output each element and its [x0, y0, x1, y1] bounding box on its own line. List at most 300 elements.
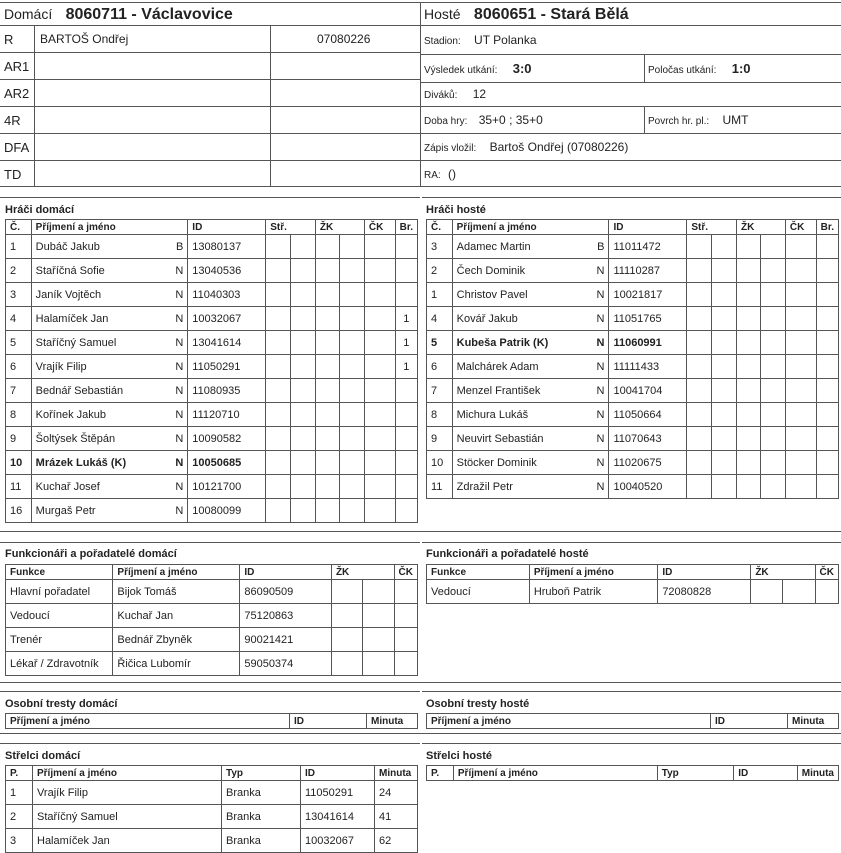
player-number: 4 [6, 307, 32, 331]
info-row-2 [420, 82, 841, 83]
zk-split [737, 451, 761, 474]
home-scorers-table [5, 765, 418, 853]
player-zk [315, 499, 364, 523]
scorer-minute: 24 [375, 781, 418, 805]
col-br: Br. [816, 220, 838, 235]
player-zk [315, 307, 364, 331]
scorer-type: Branka [222, 829, 301, 853]
func-bottom-rule [0, 682, 841, 683]
player-zk [736, 235, 785, 259]
str-split [266, 379, 290, 402]
home-label: Domácí [4, 6, 53, 22]
player-ck [364, 451, 395, 475]
player-name-cell [31, 331, 188, 355]
player-ck [364, 307, 395, 331]
player-br [816, 259, 838, 283]
player-br: 1 [395, 355, 417, 379]
player-name-cell [452, 259, 609, 283]
zk-split [316, 379, 340, 402]
col-zk: ŽK [736, 220, 785, 235]
str-split [687, 283, 711, 306]
player-br [816, 331, 838, 355]
player-name-cell [452, 307, 609, 331]
zk-split [316, 355, 340, 378]
zk-split [737, 355, 761, 378]
stadium-field [424, 33, 537, 47]
player-id: 11060991 [609, 331, 687, 355]
player-ck [364, 235, 395, 259]
player-type: N [596, 264, 605, 277]
spectators-label: Diváků: [424, 90, 458, 101]
official-id: 07080226 [317, 32, 371, 46]
player-id: 10080099 [188, 499, 266, 523]
player-str [687, 451, 737, 475]
col-id: ID [188, 220, 266, 235]
player-id: 11080935 [188, 379, 266, 403]
header-divider [420, 2, 421, 186]
away-pen-title: Osobní tresty hosté [426, 698, 530, 710]
player-id: 10040520 [609, 475, 687, 499]
player-number: 5 [6, 331, 32, 355]
player-number: 3 [6, 283, 32, 307]
func-name: Bijok Tomáš [113, 580, 240, 604]
col-num: Č. [6, 220, 32, 235]
player-name-cell [452, 235, 609, 259]
col-id: ID [711, 714, 788, 729]
col-id: ID [240, 565, 332, 580]
func-id: 59050374 [240, 652, 332, 676]
player-row [6, 499, 418, 523]
player-br [395, 259, 417, 283]
away-func-table [426, 564, 839, 604]
str-split [266, 427, 290, 450]
player-name: Kuchař Josef [35, 480, 100, 493]
player-name: Stöcker Dominik [456, 456, 537, 469]
away-header [424, 6, 629, 24]
official-role: DFA [4, 140, 30, 155]
player-str [687, 379, 737, 403]
player-row [427, 355, 839, 379]
player-id: 10121700 [188, 475, 266, 499]
player-row [427, 427, 839, 451]
header-bottom-rule [0, 186, 841, 187]
scorer-type: Branka [222, 805, 301, 829]
scorer-name: Staříčný Samuel [33, 805, 222, 829]
away-func-title: Funkcionáři a pořadatelé hosté [426, 548, 589, 560]
player-zk [736, 379, 785, 403]
player-name-cell [452, 355, 609, 379]
player-name-cell [452, 283, 609, 307]
col-id: ID [301, 766, 375, 781]
player-ck [785, 379, 816, 403]
player-br [816, 379, 838, 403]
player-name-cell [452, 379, 609, 403]
scorer-id: 10032067 [301, 829, 375, 853]
player-br [395, 451, 417, 475]
home-func-table [5, 564, 418, 676]
player-br [816, 235, 838, 259]
player-name-cell [31, 379, 188, 403]
col-name: Příjmení a jméno [427, 714, 711, 729]
str-split [266, 307, 290, 330]
halftime-label: Poločas utkání: [648, 65, 717, 76]
player-row [6, 427, 418, 451]
player-id: 13080137 [188, 235, 266, 259]
scorer-type: Branka [222, 781, 301, 805]
col-name: Příjmení a jméno [33, 766, 222, 781]
zk-split [332, 580, 363, 603]
player-row [6, 355, 418, 379]
player-row [427, 379, 839, 403]
header-title-rule [0, 25, 841, 26]
col-minute: Minuta [797, 766, 838, 781]
player-zk [736, 259, 785, 283]
player-id: 11050291 [188, 355, 266, 379]
player-type: N [175, 504, 184, 517]
info-row-4 [420, 133, 841, 134]
away-pen-table [426, 713, 839, 729]
player-ck [364, 355, 395, 379]
player-row [427, 451, 839, 475]
player-ck [785, 331, 816, 355]
player-ck [785, 235, 816, 259]
zk-split [737, 235, 761, 258]
func-name: Řičica Lubomír [113, 652, 240, 676]
player-str [266, 499, 316, 523]
official-role: TD [4, 167, 22, 182]
player-zk [736, 427, 785, 451]
player-row [427, 475, 839, 499]
player-id: 11050664 [609, 403, 687, 427]
player-ck [364, 331, 395, 355]
player-zk [736, 307, 785, 331]
func-id: 75120863 [240, 604, 332, 628]
player-name-cell [31, 307, 188, 331]
col-name: Příjmení a jméno [31, 220, 188, 235]
player-name: Bednář Sebastián [35, 384, 124, 397]
player-number: 7 [427, 379, 453, 403]
player-zk [315, 235, 364, 259]
player-ck [785, 475, 816, 499]
away-players-title: Hráči hosté [426, 204, 486, 216]
player-name-cell [452, 427, 609, 451]
player-name: Zdražil Petr [456, 480, 513, 493]
func-row [6, 580, 418, 604]
duration-label: Doba hry: [424, 116, 468, 127]
player-id: 11020675 [609, 451, 687, 475]
players-header-row [427, 220, 839, 235]
player-str [266, 331, 316, 355]
player-zk [315, 403, 364, 427]
player-ck [364, 379, 395, 403]
zk-split [316, 499, 340, 522]
info-row-1 [420, 54, 841, 55]
entered-label: Zápis vložil: [424, 143, 477, 154]
away-team-title: 8060651 - Stará Bělá [473, 6, 629, 23]
str-split [687, 259, 711, 282]
player-name: Christov Pavel [456, 288, 528, 301]
player-id: 11051765 [609, 307, 687, 331]
player-type: N [175, 360, 184, 373]
player-number: 6 [427, 355, 453, 379]
zk-split [316, 259, 340, 282]
player-row [427, 283, 839, 307]
player-row [6, 259, 418, 283]
player-id: 10021817 [609, 283, 687, 307]
surface-field [648, 113, 748, 127]
duration-value: 35+0 ; 35+0 [478, 113, 543, 127]
player-zk [736, 283, 785, 307]
player-str [687, 331, 737, 355]
col-minute: Minuta [375, 766, 418, 781]
player-id: 11120710 [188, 403, 266, 427]
zk-split [316, 307, 340, 330]
func-ck [394, 628, 417, 652]
zk-split [737, 331, 761, 354]
player-id: 13041614 [188, 331, 266, 355]
player-id: 11110287 [609, 259, 687, 283]
player-ck [364, 475, 395, 499]
player-br [816, 403, 838, 427]
away-scorers-rule [422, 743, 841, 744]
player-ck [364, 259, 395, 283]
ra-field [424, 167, 456, 181]
player-number: 11 [427, 475, 453, 499]
player-str [266, 451, 316, 475]
player-name-cell [452, 475, 609, 499]
player-type: N [175, 264, 184, 277]
player-row [427, 259, 839, 283]
player-type: N [175, 288, 184, 301]
player-row [6, 403, 418, 427]
player-number: 2 [427, 259, 453, 283]
player-name: Čech Dominik [456, 264, 526, 277]
home-pen-title: Osobní tresty domácí [5, 698, 118, 710]
func-name: Kuchař Jan [113, 604, 240, 628]
player-zk [736, 403, 785, 427]
player-id: 13040536 [188, 259, 266, 283]
scorer-p: 3 [6, 829, 33, 853]
zk-split [737, 427, 761, 450]
col-ck: ČK [364, 220, 395, 235]
player-str [687, 307, 737, 331]
str-split [266, 475, 290, 498]
home-team-title: 8060711 - Václavovice [65, 6, 233, 23]
player-number: 4 [427, 307, 453, 331]
func-zk [331, 628, 394, 652]
scorer-name: Halamíček Jan [33, 829, 222, 853]
func-ck [394, 580, 417, 604]
player-br [816, 451, 838, 475]
off-row-5 [0, 160, 420, 161]
func-ck [394, 652, 417, 676]
player-type: N [175, 432, 184, 445]
player-str [687, 475, 737, 499]
player-zk [315, 331, 364, 355]
player-number: 8 [427, 403, 453, 427]
str-split [266, 331, 290, 354]
home-func-title: Funkcionáři a pořadatelé domácí [5, 548, 177, 560]
stadium-label: Stadion: [424, 36, 461, 47]
player-str [266, 355, 316, 379]
player-name-cell [31, 283, 188, 307]
col-id: ID [290, 714, 367, 729]
off-row-2 [0, 79, 420, 80]
player-number: 3 [427, 235, 453, 259]
ra-value: () [448, 167, 457, 181]
scorer-minute: 41 [375, 805, 418, 829]
zk-split [737, 403, 761, 426]
player-str [266, 475, 316, 499]
func-row [6, 652, 418, 676]
col-name: Příjmení a jméno [6, 714, 290, 729]
entered-by-field [424, 140, 628, 154]
col-type: Typ [222, 766, 301, 781]
official-role: R [4, 32, 14, 47]
func-name: Bednář Zbyněk [113, 628, 240, 652]
player-id: 11070643 [609, 427, 687, 451]
scorers-header-row [6, 766, 418, 781]
ra-label: RA: [424, 170, 441, 181]
home-pen-table [5, 713, 418, 729]
entered-value: Bartoš Ondřej (07080226) [489, 140, 629, 154]
player-name: Kořínek Jakub [35, 408, 106, 421]
home-scorers-title: Střelci domácí [5, 750, 81, 762]
player-str [266, 235, 316, 259]
player-name: Adamec Martin [456, 240, 531, 253]
func-ck [394, 604, 417, 628]
player-zk [315, 427, 364, 451]
player-br [816, 355, 838, 379]
player-name-cell [452, 403, 609, 427]
home-scorers-rule [0, 743, 420, 744]
player-ck [785, 259, 816, 283]
player-br [816, 283, 838, 307]
player-zk [315, 451, 364, 475]
player-id: 10090582 [188, 427, 266, 451]
player-br [816, 427, 838, 451]
str-split [687, 451, 711, 474]
str-split [266, 403, 290, 426]
away-players-table [426, 219, 839, 499]
zk-split [737, 475, 761, 498]
home-pen-rule [0, 691, 420, 692]
player-type: N [596, 360, 605, 373]
player-type: N [596, 312, 605, 325]
players-header-row [6, 220, 418, 235]
player-number: 5 [427, 331, 453, 355]
away-label: Hosté [424, 6, 461, 22]
players-bottom-rule [0, 531, 841, 532]
player-type: N [596, 336, 605, 349]
col-zk: ŽK [315, 220, 364, 235]
str-split [687, 427, 711, 450]
func-role: Vedoucí [427, 580, 530, 604]
player-name: Dubáč Jakub [35, 240, 100, 253]
player-str [687, 259, 737, 283]
player-row [427, 331, 839, 355]
player-number: 8 [6, 403, 32, 427]
col-minute: Minuta [788, 714, 839, 729]
player-id: 10050685 [188, 451, 266, 475]
official-name: BARTOŠ Ondřej [40, 32, 129, 46]
player-id: 11111433 [609, 355, 687, 379]
player-name-cell [31, 451, 188, 475]
pen-bottom-rule [0, 733, 841, 734]
player-type: N [596, 480, 605, 493]
func-name: Hruboň Patrik [529, 580, 657, 604]
player-id: 10032067 [188, 307, 266, 331]
str-split [266, 499, 290, 522]
player-ck [785, 427, 816, 451]
col-name: Příjmení a jméno [453, 766, 657, 781]
home-header [4, 6, 233, 24]
player-ck [785, 355, 816, 379]
away-scorers-title: Střelci hosté [426, 750, 493, 762]
info-split-1 [644, 54, 645, 82]
player-br: 1 [395, 331, 417, 355]
player-name: Kovář Jakub [456, 312, 518, 325]
player-type: N [175, 312, 184, 325]
player-row [6, 451, 418, 475]
player-ck [364, 499, 395, 523]
func-row [6, 628, 418, 652]
func-id: 72080828 [658, 580, 751, 604]
away-scorers-table [426, 765, 839, 781]
player-type: N [596, 456, 605, 469]
player-br [816, 475, 838, 499]
col-role: Funkce [6, 565, 113, 580]
player-number: 9 [427, 427, 453, 451]
func-row [427, 580, 839, 604]
func-zk [331, 604, 394, 628]
player-name-cell [31, 499, 188, 523]
zk-split [316, 403, 340, 426]
player-ck [785, 451, 816, 475]
col-id: ID [658, 565, 751, 580]
col-name: Příjmení a jméno [113, 565, 240, 580]
player-row [6, 283, 418, 307]
player-number: 7 [6, 379, 32, 403]
func-zk [331, 652, 394, 676]
player-row [427, 403, 839, 427]
zk-split [332, 604, 363, 627]
scorer-row [6, 805, 418, 829]
player-name: Mrázek Lukáš (K) [35, 456, 127, 469]
off-row-1 [0, 52, 420, 53]
off-row-4 [0, 133, 420, 134]
func-zk [331, 580, 394, 604]
player-ck [785, 307, 816, 331]
player-name: Vrajík Filip [35, 360, 87, 373]
player-name: Staříčný Samuel [35, 336, 117, 349]
scorer-row [6, 781, 418, 805]
away-func-rule [422, 542, 841, 543]
scorer-p: 2 [6, 805, 33, 829]
player-row [6, 331, 418, 355]
player-br [395, 475, 417, 499]
func-role: Trenér [6, 628, 113, 652]
spectators-field [424, 87, 486, 101]
player-br [395, 403, 417, 427]
player-name: Malchárek Adam [456, 360, 539, 373]
player-number: 9 [6, 427, 32, 451]
surface-label: Povrch hr. pl.: [648, 116, 710, 127]
col-zk: ŽK [331, 565, 394, 580]
player-br [816, 307, 838, 331]
player-name: Šoltýsek Štěpán [35, 432, 116, 445]
player-name-cell [31, 475, 188, 499]
